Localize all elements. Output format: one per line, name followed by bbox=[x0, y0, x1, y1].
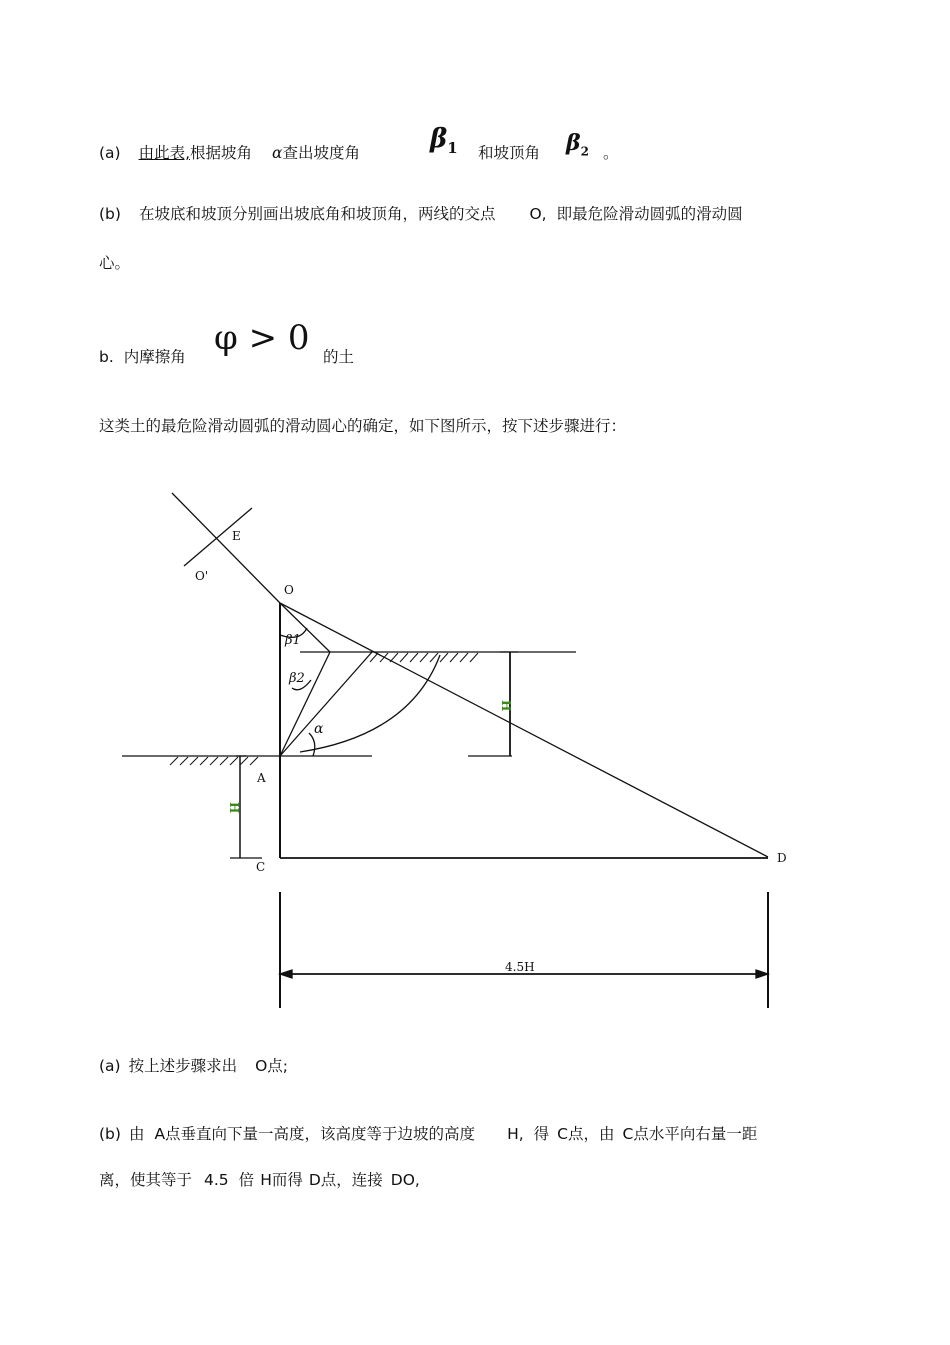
label-h-right: H bbox=[499, 700, 513, 712]
step-a-marker: (a) bbox=[99, 144, 121, 162]
phi-expression: φ > 0 bbox=[214, 318, 310, 358]
beta2-line bbox=[280, 652, 330, 756]
section-b-text2: 的土 bbox=[323, 348, 355, 366]
step2-a-line bbox=[99, 1056, 288, 1076]
step2-a-text1: 按上述步骤求出 bbox=[128, 1057, 238, 1075]
label-d: D bbox=[777, 851, 787, 865]
label-o-prime: O' bbox=[195, 569, 209, 583]
step-b-text2: 即最危险滑动圆弧的滑动圆 bbox=[556, 205, 743, 223]
step-a-text1: 根据坡角 bbox=[190, 144, 253, 162]
label-o: O bbox=[284, 583, 294, 597]
step2-b-line: (b) 由 A点垂直向下量一高度，该高度等于边坡的高度 H, 得 C点，由 C点水平向右量一距 bbox=[99, 1125, 758, 1143]
step-b-point: O, bbox=[529, 205, 547, 223]
beta2-symbol: $\beta_2$ bbox=[566, 130, 589, 159]
step-a-underlined-text: 由此表, bbox=[138, 144, 191, 162]
label-h-left: H bbox=[227, 802, 241, 814]
line-e-cross bbox=[184, 508, 252, 566]
intro-text: 这类土的最危险滑动圆弧的滑动圆心的确定，如下图所示，按下述步骤进行： bbox=[99, 417, 627, 435]
label-beta2: β2 bbox=[289, 671, 305, 686]
slope-face bbox=[280, 652, 372, 756]
section-b-text1: 内摩擦角 bbox=[123, 348, 186, 366]
beta1-symbol: $\beta_1$ bbox=[430, 124, 458, 158]
step-b-text1: 在坡底和坡顶分别画出坡底角和坡顶角，两线的交点 bbox=[138, 205, 496, 223]
step-a-end: 。 bbox=[603, 144, 619, 162]
label-dimension: 4.5H bbox=[505, 960, 535, 974]
label-a: A bbox=[257, 771, 266, 785]
line-oe bbox=[172, 493, 280, 603]
step-b-line2: 心。 bbox=[99, 254, 131, 272]
step-b-marker: (b) bbox=[99, 205, 121, 223]
step2-a-point: O点; bbox=[255, 1057, 289, 1075]
step-a-text2: 查出坡度角 bbox=[282, 144, 361, 162]
label-e: E bbox=[232, 529, 241, 543]
step2-b-line2: 离，使其等于 4.5 倍 H而得 D点，连接 DO, bbox=[99, 1171, 420, 1189]
line-od bbox=[280, 603, 768, 857]
step2-a-marker: (a) bbox=[99, 1057, 121, 1075]
section-b-marker: b. bbox=[99, 348, 114, 366]
label-c: C bbox=[256, 860, 266, 874]
step-a-text3: 和坡顶角 bbox=[478, 144, 541, 162]
label-beta1: β1 bbox=[285, 633, 301, 648]
label-alpha: α bbox=[314, 721, 324, 737]
alpha-symbol: α bbox=[272, 144, 283, 162]
